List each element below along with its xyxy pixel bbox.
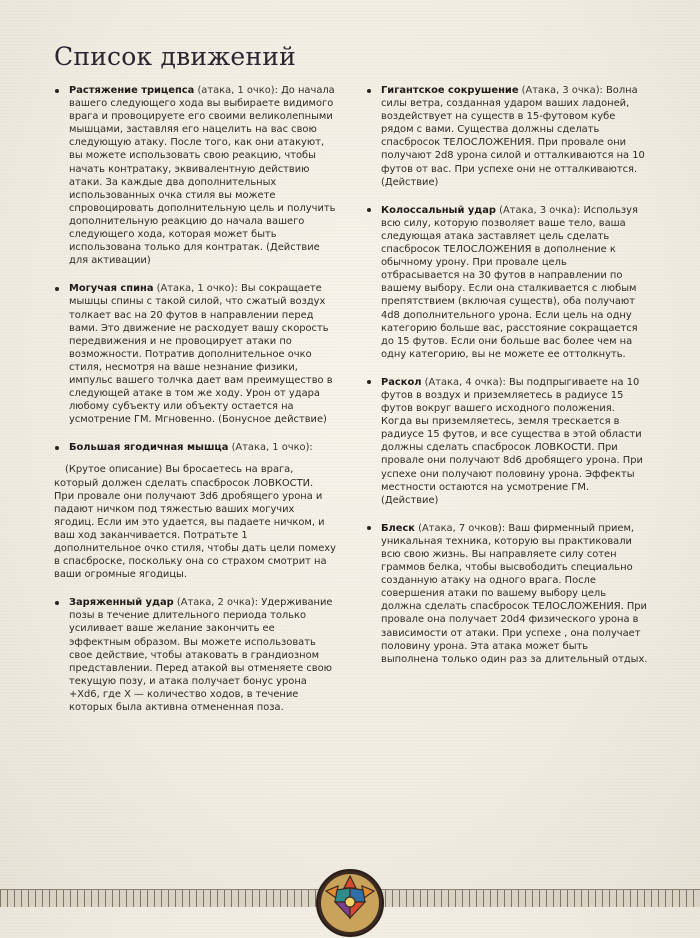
move-name: Заряженный удар — [69, 597, 174, 609]
move-triceps-stretch — [54, 84, 336, 267]
move-description: Вы сокращаете мышцы спины с такой силой, что сжатый воздух толкает вас на 20 футов в направлении перед вами. Это движение не расходует вашу скорость передвижения и не провоцирует атаки по возможности. Потратив дополнительное очко стиля, несмотря на ваше незнание физики, импульс вашего толчка дает вам преимущество в следующей атаке в том же ходу. Урон от удара любому субъекту или объекту остается на усмотрение ГМ. Мгновенно. (Бонусное действие) — [69, 283, 333, 426]
move-gluteus-maximus — [54, 441, 336, 454]
move-name: Блеск — [381, 522, 416, 534]
move-description: Ваш фирменный прием, уникальная техника, которую вы практиковали всю свою жизнь. Вы направляете силу сотен граммов белка, чтобы высвободить специально созданную атаку на одного врага. После совершения атаки по вашему выбору цель должна сделать спасбросок ТЕЛОСЛОЖЕНИЯ. При провале она получает 20d4 физического урона в зависимости от атаки. При успехе , она получает половину урона. Эта атака может быть выполнена только один раз за длительный отдых. — [381, 522, 648, 665]
page-title: Список движений — [54, 42, 296, 71]
move-tag: (Атака, 3 очка): — [499, 204, 581, 216]
move-name: Большая ягодичная мышца — [69, 442, 229, 454]
move-description: Волна силы ветра, созданная ударом ваших ладоней, воздействует на существ в 15-футовом кубе рядом с вами. Существа должны сделать спасбросок ТЕЛОСЛОЖЕНИЯ. При провале они получают 2d8 урона силой и отталкиваются на 10 футов от вас. При успехе они не отталкиваются. (Действие) — [381, 85, 645, 188]
move-tag: (Атака, 7 очков): — [418, 522, 506, 534]
move-split — [366, 376, 648, 507]
move-giant-crush — [366, 84, 648, 189]
move-tag: (Атака, 1 очко): — [156, 283, 238, 295]
move-name: Могучая спина — [69, 283, 154, 295]
move-charged-strike — [54, 596, 336, 714]
move-tag: (Атака, 2 очка): — [176, 597, 259, 609]
move-tag: (Атака, 4 очка): — [424, 376, 506, 388]
move-description: Вы подпрыгиваете на 10 футов в воздух и приземляетесь в радиусе 15 футов вокруг вашего исходного положения. Когда вы приземляетесь, земля трескается в радиусе 15 футов, и все существа в этой области должны сделать спасбросок ЛОВКОСТИ. При провале они получают 8d6 дробящего урона. При успехе они получают половину урона. Эффекты местности остаются на усмотрение ГМ. (Действие) — [381, 376, 643, 506]
move-name: Гигантское сокрушение — [381, 85, 519, 96]
move-tag: (Атака, 1 очко): — [231, 442, 313, 454]
move-colossal-strike — [366, 204, 648, 361]
left-column — [54, 84, 336, 729]
move-description: Удерживание позы в течение длительного периода только усиливает ваше желание закончить ее эффектным образом. Вы можете использовать свое действие, чтобы атаковать в грандиозном представлении. Перед атакой вы отменяете свою текущую позу, и атака получает бонус урона +Xd6, где X — количество ходов, в течение которых была активна отмененная поза. — [69, 597, 333, 714]
move-list-left-2 — [54, 596, 336, 714]
move-name: Раскол — [381, 376, 422, 388]
right-column — [366, 84, 648, 681]
move-mighty-back — [54, 282, 336, 426]
move-list-left — [54, 84, 336, 454]
gluteus-description: (Крутое описание) Вы бросаетесь на врага, который должен сделать спасбросок ЛОВКОСТИ. При провале они получают 3d6 дробящего урона и падают ничком под тяжестью ваших могучих ягодиц. Если им это удается, вы падаете ничком, и ваш ход заканчивается. Потратьте 1 дополнительное очко стиля, чтобы дать цели помеху в спасброске, поскольку она со страхом смотрит на ваши огромные ягодицы. — [54, 464, 336, 581]
footer-emblem-icon — [315, 868, 385, 938]
move-name: Растяжение трицепса — [69, 85, 195, 96]
move-description: Используя всю силу, которую позволяет ваше тело, ваша следующая атака заставляет цель сделать спасбросок ТЕЛОСЛОЖЕНИЯ в дополнение к обычному урону. При провале цель отбрасывается на 30 футов в направлении по вашему выбору. Если она сталкивается с любым препятствием (включая существ), оба получают 4d8 дополнительного урона. Если цель на одну категорию больше вас, расстояние сокращается до 15 футов. Если они больше вас более чем на одну категорию, вы не можете ее оттолкнуть. — [381, 204, 638, 360]
move-shine — [366, 522, 648, 666]
move-tag: (атака, 1 очко): — [197, 85, 278, 96]
move-tag: (Атака, 3 очка): — [521, 85, 603, 96]
move-name: Колоссальный удар — [381, 204, 496, 216]
move-description: До начала вашего следующего хода вы выбираете видимого врага и провоцируете его своими великолепными мышцами, заставляя его нацелить на вас свою следующую атаку. После того, как они атакуют, вы можете использовать свою реакцию, чтобы начать контратаку, эквивалентную действию атаки. За каждые два дополнительных использованных очка стиля вы можете спровоцировать дополнительную цель и получить дополнительную реакцию до начала вашего следующего хода, которая может быть использована только для контратак. (Действие для активации) — [69, 85, 336, 267]
move-list-right — [366, 84, 648, 666]
